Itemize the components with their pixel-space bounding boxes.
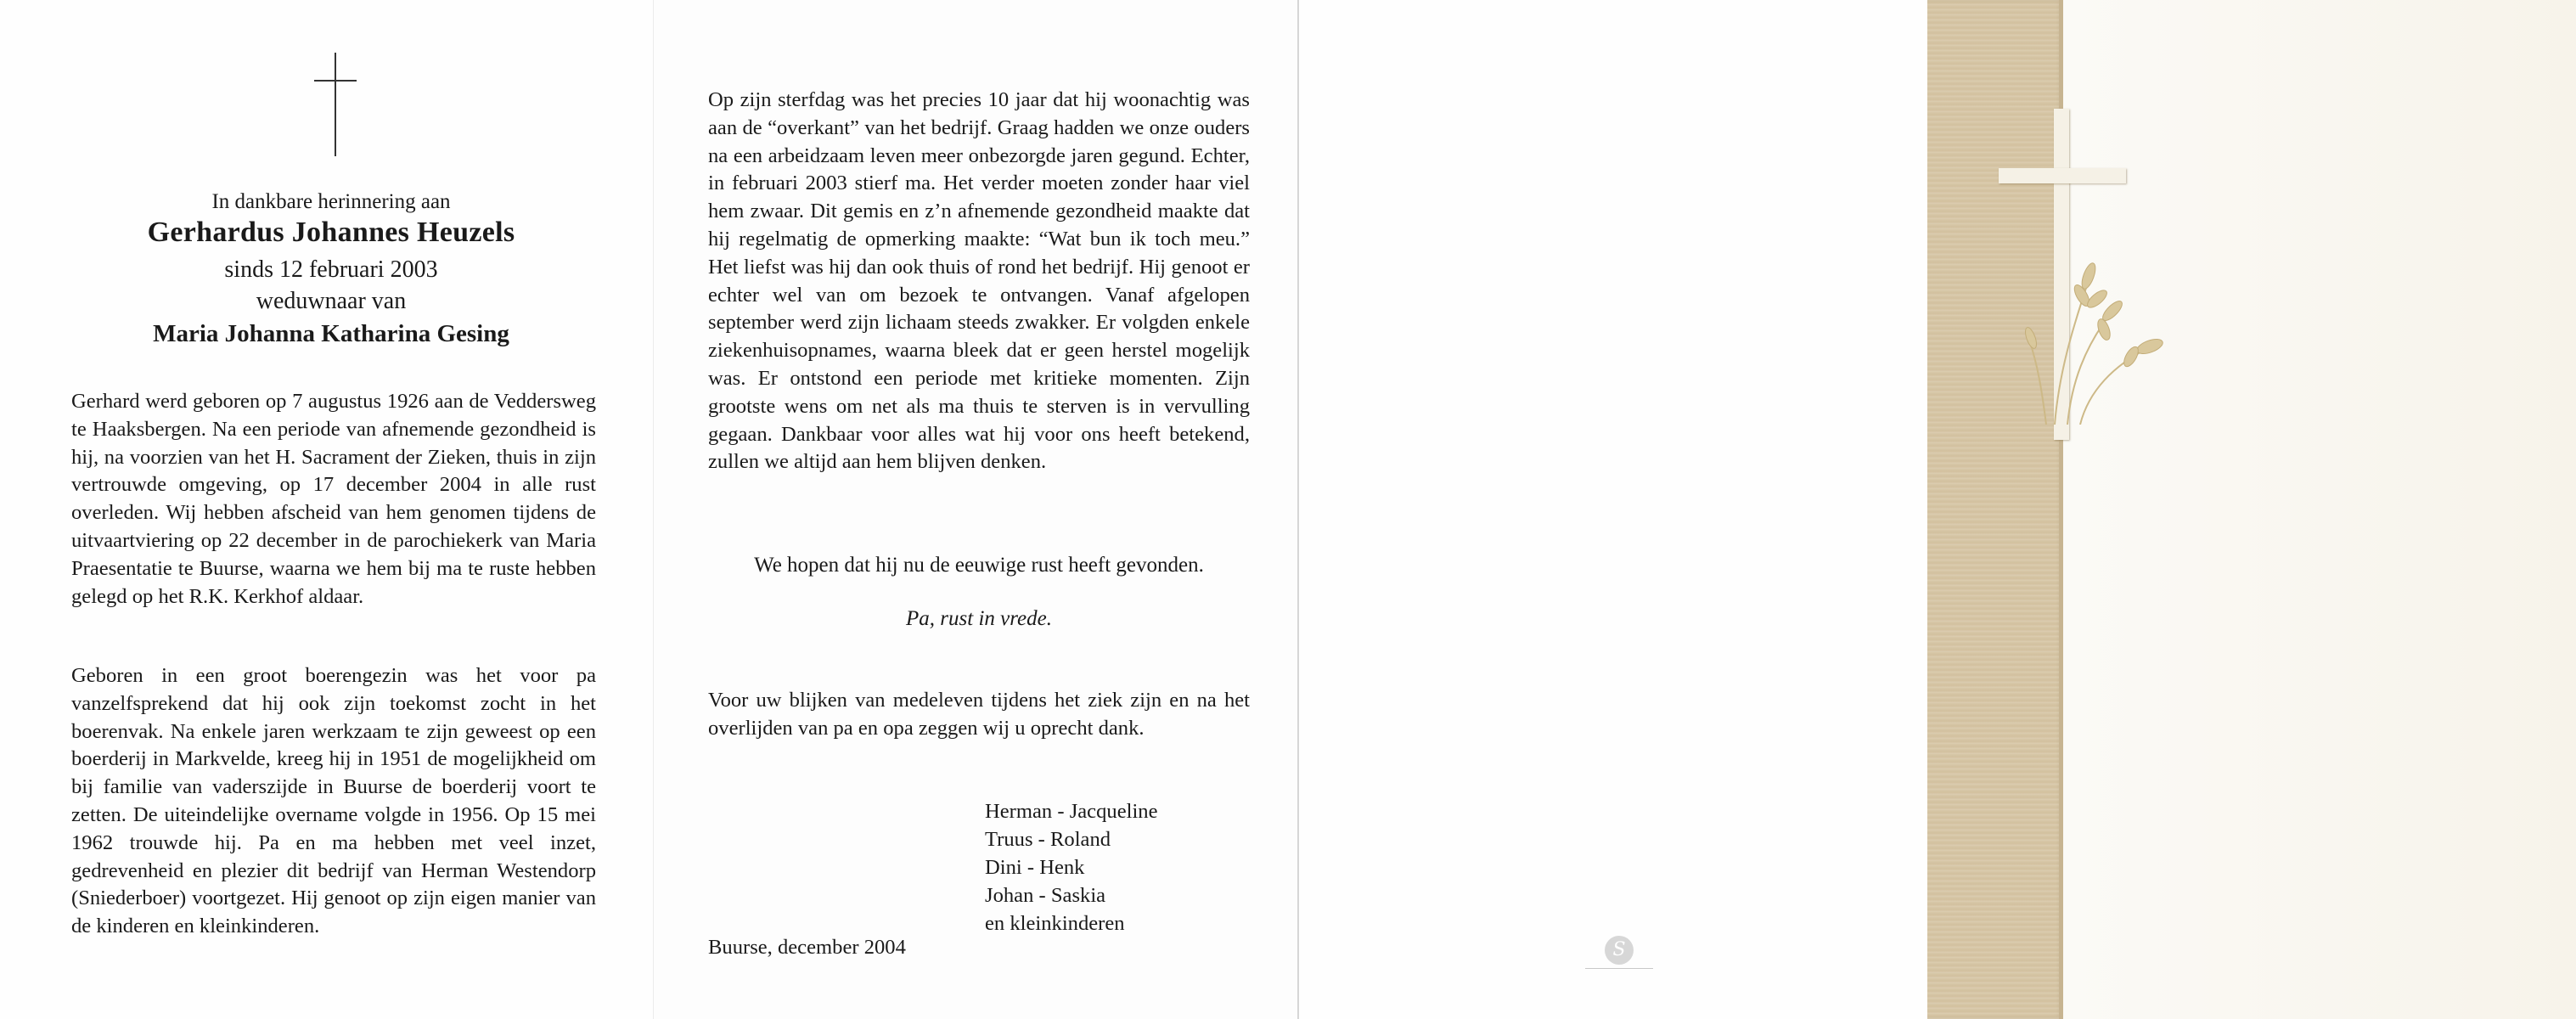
panel-left <box>0 0 654 1019</box>
logo-underline <box>1585 968 1653 969</box>
biography-paragraph-1: Gerhard werd geboren op 7 augustus 1926 aan de Veddersweg te Haaksbergen. Na een periode van afnemende gezondheid is hij, na voorzien van het H. Sacrament der Zieken, thuis in zijn vertrouwde omgeving, op 17 december 2004 in alle rust overleden. Wij hebben afscheid van hem genomen tijdens de uitvaartviering op 22 december in de parochiekerk van Maria Praesentatie te Buurse, waarna we hem bij ma te ruste hebben gelegd op het R.K. Kerkhof aldaar. <box>71 390 596 608</box>
cover-paper <box>2063 0 2576 1019</box>
publisher-logo <box>1581 936 1657 969</box>
thanks-paragraph: Voor uw blijken van medeleven tijdens het ziek zijn en na het overlijden van pa en opa zeggen wij u oprecht dank. <box>708 689 1250 740</box>
hope-line: We hopen dat hij nu de eeuwige rust heeft gevonden. <box>754 554 1204 577</box>
cross-icon <box>314 53 357 156</box>
deceased-name: Gerhardus Johannes Heuzels <box>147 217 515 248</box>
family-list <box>985 797 1158 937</box>
logo-icon: S <box>1605 936 1634 965</box>
spouse-name: Maria Johanna Katharina Gesing <box>153 320 509 347</box>
family-member: Truus - Roland <box>985 828 1111 851</box>
family-member: Dini - Henk <box>985 856 1085 879</box>
wheat-icon <box>2021 229 2191 425</box>
widower-line: weduwnaar van <box>256 288 407 314</box>
family-member: Herman - Jacqueline <box>985 800 1158 823</box>
panel-middle <box>654 0 1299 1019</box>
place-date: Buurse, december 2004 <box>708 936 906 959</box>
rest-in-peace-line: Pa, rust in vrede. <box>906 607 1052 630</box>
family-member: en kleinkinderen <box>985 912 1125 935</box>
intro-line: In dankbare herinnering aan <box>211 190 451 213</box>
panel-blank <box>1299 0 1927 1019</box>
family-member: Johan - Saskia <box>985 884 1106 907</box>
since-date: sinds 12 februari 2003 <box>224 256 438 283</box>
biography-paragraph-2: Geboren in een groot boerengezin was het voor pa vanzelfsprekend dat hij ook zijn toekomst zocht in het boerenvak. Na enkele jaren werkzaam te zijn geweest op een boerderij in Markvelde, kreeg hij in 1951 de mogelijkheid om bij familie van vaderszijde in Buurse de boerderij voort te zetten. De uiteindelijke overname volgde in 1956. Op 15 mei 1962 trouwde hij. Pa en ma hebben met veel inzet, gedrevenheid en plezier dit bedrijf van Herman Westendorp (Sniederboer) voortgezet. Hij genoot op zijn eigen manier van de kinderen en kleinkinderen. <box>71 664 596 938</box>
biography-paragraph-3: Op zijn sterfdag was het precies 10 jaar dat hij woonachtig was aan de “overkant” van het bedrijf. Graag hadden we onze ouders na een arbeidzaam leven meer onbezorgde jaren gegund. Echter, in februari 2003 stierf ma. Het verder moeten zonder haar viel hem zwaar. Dit gemis en z’n afnemende gezondheid maakte dat hij regelmatig de opmerking maakte: “Wat bun ik toch meu.” Het liefst was hij dan ook thuis of rond het bedrijf. Hij genoot er echter wel van om bezoek te ontvangen. Vanaf afgelopen september werd zijn lichaam steeds zwakker. Er volgden enkele ziekenhuisopnames, waarna bleek dat er geen herstel mogelijk was. Er ontstond een periode met kritieke momenten. Zijn grootste wens om net als ma thuis te sterven is in vervulling gegaan. Dankbaar voor alles wat hij voor ons heeft betekend, zullen we altijd aan hem blijven denken. <box>708 88 1250 474</box>
